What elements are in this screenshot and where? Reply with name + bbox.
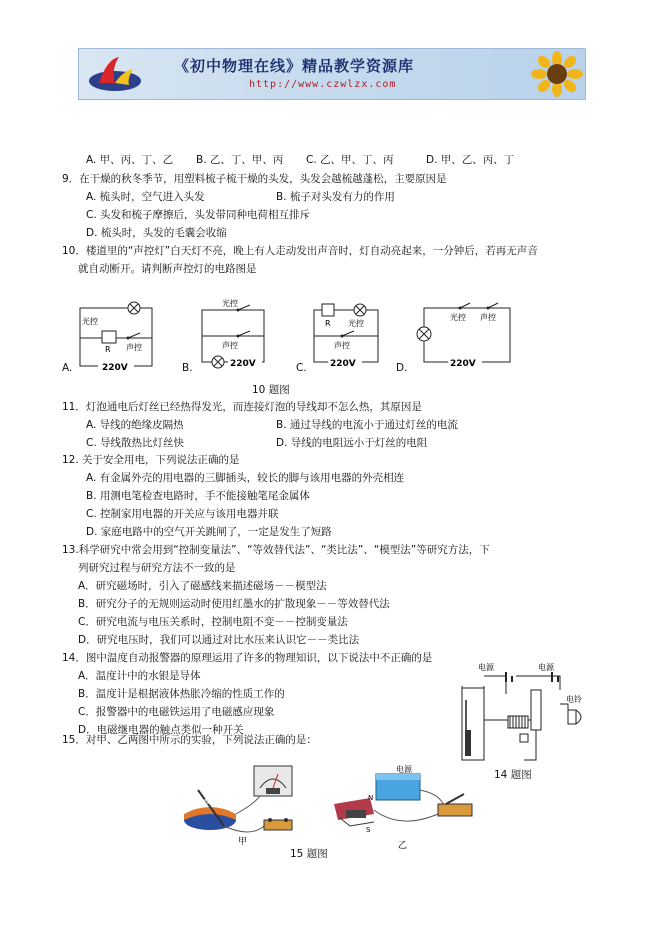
q9-option-c: C. 头发和梳子摩擦后，头发带同种电荷相互排斥	[86, 209, 311, 221]
q12-option-d: D. 家庭电路中的空气开关跳闸了，一定是发生了短路	[86, 526, 332, 538]
circuit-d-light-ctrl: 光控	[450, 313, 466, 322]
q14-option-c: C．报警器中的电磁铁运用了电磁感应现象	[78, 706, 275, 718]
circuit-b	[182, 296, 278, 378]
q8-option-d: D. 甲、乙、丙、丁	[426, 154, 515, 166]
q11-option-b: B. 通过导线的电流小于通过灯丝的电流	[276, 419, 458, 431]
circuit-c	[300, 296, 396, 378]
circuit-a-voltage: 220V	[102, 363, 128, 373]
q15-figure-jia	[180, 760, 300, 846]
q15-figure-yi	[330, 764, 480, 850]
q9-option-d: D. 梳头时，头发的毛囊会收缩	[86, 227, 227, 239]
q10-caption: 10 题图	[252, 384, 290, 396]
q15-caption: 15 题图	[290, 848, 328, 860]
q12-option-b: B. 用测电笔检查电路时，手不能接触笔尾金属体	[86, 490, 310, 502]
q10-label-a: A.	[62, 362, 73, 374]
q15-stem: 15．对甲、乙两图中所示的实验，下列说法正确的是：	[62, 734, 317, 746]
circuit-a-r: R	[105, 345, 111, 354]
q11-option-d: D. 导线的电阻远小于灯丝的电阻	[276, 437, 428, 449]
logo-icon	[85, 53, 145, 95]
circuit-b-voltage: 220V	[230, 359, 256, 369]
q15-power: 电源	[396, 765, 412, 774]
q12-option-a: A. 有金属外壳的用电器的三脚插头，较长的脚与该用电器的外壳相连	[86, 472, 405, 484]
q10-stem-2: 就自动断开。请判断声控灯的电路图是	[78, 263, 257, 275]
circuit-c-sound-ctrl: 声控	[334, 341, 350, 350]
circuit-d	[404, 294, 522, 376]
circuit-a-sound-ctrl: 声控	[126, 343, 142, 352]
q13-option-a: A．研究磁场时，引入了磁感线来描述磁场－－模型法	[78, 580, 327, 592]
q12-stem: 12. 关于安全用电，下列说法正确的是	[62, 454, 240, 466]
q11-stem: 11．灯泡通电后灯丝已经热得发光，而连接灯泡的导线却不怎么热，其原因是	[62, 401, 422, 413]
q8-option-b: B. 乙、丁、甲、丙	[196, 154, 284, 166]
q13-option-c: C．研究电流与电压关系时，控制电阻不变－－控制变量法	[78, 616, 348, 628]
q14-power-2: 电源	[538, 663, 554, 672]
q10-label-b: B.	[182, 362, 193, 374]
q9-option-b: B. 梳子对头发有力的作用	[276, 191, 395, 203]
q8-option-c: C. 乙、甲、丁、丙	[306, 154, 394, 166]
q14-stem: 14．图中温度自动报警器的原理运用了许多的物理知识，以下说法中不正确的是	[62, 652, 433, 664]
site-title: 《初中物理在线》精品教学资源库	[174, 57, 415, 75]
svg-text:N: N	[368, 794, 374, 802]
q14-caption: 14 题图	[494, 769, 532, 781]
q11-option-c: C. 导线散热比灯丝快	[86, 437, 185, 449]
circuit-a-light-ctrl: 光控	[82, 317, 98, 326]
circuit-c-r: R	[325, 319, 331, 328]
circuit-c-voltage: 220V	[330, 359, 356, 369]
q10-label-d: D.	[396, 362, 408, 374]
q12-option-c: C. 控制家用电器的开关应与该用电器并联	[86, 508, 279, 520]
q14-figure	[448, 660, 588, 768]
q14-bell: 电铃	[566, 695, 582, 704]
q14-option-d: D．电磁继电器的触点类似一种开关	[78, 724, 244, 736]
q15-label-yi: 乙	[398, 841, 408, 850]
circuit-b-light-ctrl: 光控	[222, 299, 238, 308]
circuit-a	[62, 294, 170, 376]
circuit-d-voltage: 220V	[450, 359, 476, 369]
circuit-d-sound-ctrl: 声控	[480, 313, 496, 322]
svg-text:S: S	[366, 826, 371, 834]
q13-option-b: B．研究分子的无规则运动时使用红墨水的扩散现象－－等效替代法	[78, 598, 390, 610]
sunflower-icon	[531, 51, 583, 97]
q14-power-1: 电源	[478, 663, 494, 672]
site-url[interactable]: http://www.czwlzx.com	[249, 79, 397, 90]
q10-stem-1: 10．楼道里的“声控灯”白天灯不亮，晚上有人走动发出声音时，灯自动亮起来，一分钟后，若再无声音	[62, 245, 538, 257]
header-banner	[78, 48, 586, 100]
q13-stem-1: 13.科学研究中常会用到“控制变量法”、“等效替代法”、“类比法”、“模型法”等研究方法，下	[62, 544, 490, 556]
circuit-c-light-ctrl: 光控	[348, 319, 364, 328]
q9-option-a: A. 梳头时，空气进入头发	[86, 191, 205, 203]
q13-option-d: D．研究电压时，我们可以通过对比水压来认识它－－类比法	[78, 634, 360, 646]
q14-option-b: B．温度计是根据液体热胀冷缩的性质工作的	[78, 688, 285, 700]
circuit-b-sound-ctrl: 声控	[222, 341, 238, 350]
q14-option-a: A．温度计中的水银是导体	[78, 670, 201, 682]
q9-stem: 9．在干燥的秋冬季节，用塑料梳子梳干燥的头发，头发会越梳越蓬松，主要原因是	[62, 173, 447, 185]
q13-stem-2: 列研究过程与研究方法不一致的是	[78, 562, 236, 574]
svg-text:N: N	[204, 798, 210, 806]
q10-label-c: C.	[296, 362, 307, 374]
q8-option-a: A. 甲、丙、丁、乙	[86, 154, 174, 166]
q15-label-jia: 甲	[238, 837, 248, 846]
q11-option-a: A. 导线的绝缘皮隔热	[86, 419, 184, 431]
